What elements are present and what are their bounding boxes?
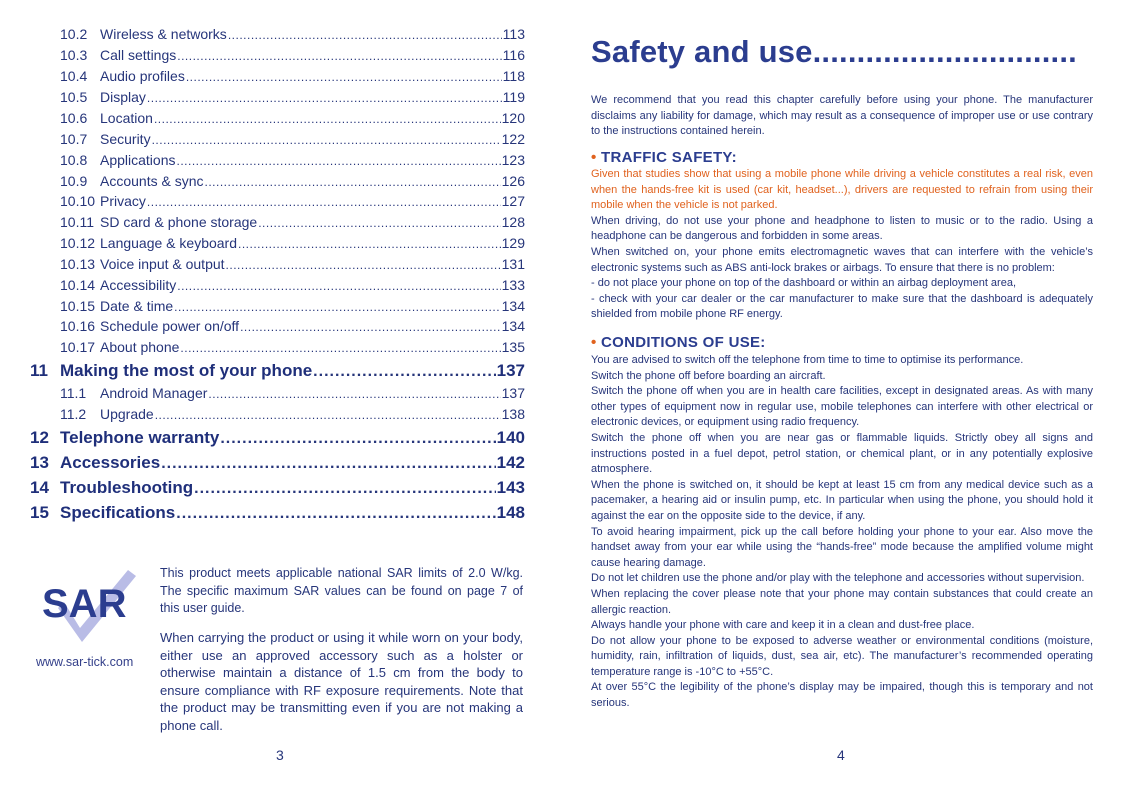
toc-leader xyxy=(226,258,501,272)
toc-leader xyxy=(155,408,501,422)
toc-number: 10.14 xyxy=(60,277,96,293)
toc-title: Call settings xyxy=(100,47,177,63)
toc-number: 12 xyxy=(30,428,49,447)
toc-entry-10-8[interactable] xyxy=(60,152,525,172)
right-page xyxy=(561,0,1123,798)
toc-page: 134 xyxy=(501,298,525,314)
toc-page: 118 xyxy=(502,68,525,84)
toc-title: Applications xyxy=(100,152,176,168)
toc-title: Privacy xyxy=(100,193,146,209)
traffic-safety-heading-text: TRAFFIC SAFETY: xyxy=(601,149,737,166)
conditions-heading xyxy=(591,334,766,351)
sar-url[interactable]: www.sar-tick.com xyxy=(36,655,134,669)
toc-entry-10-3[interactable] xyxy=(60,47,525,67)
toc-title: Accessibility xyxy=(100,277,177,293)
toc-page: 137 xyxy=(501,385,525,401)
bullet-icon: • xyxy=(591,149,597,166)
toc-entry-10-7[interactable] xyxy=(60,131,525,151)
toc-chapter-13[interactable] xyxy=(30,453,525,473)
page-number-left: 3 xyxy=(276,747,284,763)
left-page xyxy=(0,0,561,798)
toc-title: Upgrade xyxy=(100,406,154,422)
toc-number: 10.8 xyxy=(60,152,88,168)
toc-leader xyxy=(258,216,500,230)
toc-entry-11-1[interactable] xyxy=(60,385,525,405)
toc-page: 133 xyxy=(501,277,525,293)
traffic-safety-heading xyxy=(591,149,737,166)
toc-page: 129 xyxy=(501,235,525,251)
sar-logo xyxy=(36,566,156,646)
toc-number: 10.16 xyxy=(60,318,96,334)
toc-title: Location xyxy=(100,110,153,126)
toc-page: 113 xyxy=(502,26,525,42)
toc-number: 10.4 xyxy=(60,68,88,84)
toc-entry-10-6[interactable] xyxy=(60,110,525,130)
traffic-text-1: When driving, do not use your phone and headphone to listen to music or to the radio. Using a headphone can be dangerous and forbidden in some areas. xyxy=(591,214,1093,243)
toc-leader xyxy=(240,320,501,334)
toc-number: 10.2 xyxy=(60,26,88,42)
conditions-text: Do not let children use the phone and/or play with the telephone and accessories without supervision. xyxy=(591,572,1085,585)
toc-title: Troubleshooting xyxy=(60,478,194,497)
toc-title: Voice input & output xyxy=(100,256,225,272)
toc-entry-10-16[interactable] xyxy=(60,318,525,338)
traffic-list-item-1: - do not place your phone on top of the dashboard or within an airbag deployment area, xyxy=(591,277,1017,290)
toc-title: About phone xyxy=(100,339,180,355)
toc-entry-10-9[interactable] xyxy=(60,173,525,193)
toc-entry-10-5[interactable] xyxy=(60,89,525,109)
sar-logo-text: SAR xyxy=(42,582,127,626)
conditions-text: Switch the phone off when you are in health care facilities, except in designated areas. As with many other types of equipment now in regular use, mobile telephones can interfere with other electrical or electronic devices, or equipment using radio frequency. xyxy=(591,385,1093,429)
toc-number: 10.11 xyxy=(60,214,94,230)
toc-entry-10-17[interactable] xyxy=(60,339,525,359)
toc-entry-10-2[interactable] xyxy=(60,26,525,46)
conditions-text: Switch the phone off before boarding an aircraft. xyxy=(591,369,826,382)
toc-page: 126 xyxy=(501,173,525,189)
toc-page: 116 xyxy=(502,47,525,63)
toc-page: 128 xyxy=(501,214,525,230)
toc-leader xyxy=(228,28,502,42)
toc-number: 15 xyxy=(30,503,49,522)
toc-leader xyxy=(313,363,495,381)
conditions-text: At over 55°C the legibility of the phone’s display may be impaired, though this is temporary and not serious. xyxy=(591,681,1093,710)
toc-page: 127 xyxy=(501,193,525,209)
toc-page: 131 xyxy=(501,256,525,272)
toc-number: 10.5 xyxy=(60,89,88,105)
toc-entry-10-11[interactable] xyxy=(60,214,525,234)
toc-page: 143 xyxy=(496,478,525,497)
toc-entry-10-14[interactable] xyxy=(60,277,525,297)
sar-body-worn-text: When carrying the product or using it while worn on your body, either use an approved accessory such as a holster or otherwise maintain a distance of 1.5 cm from the body to ensure compliance with RF exposure requirements. Note that the product may be transmitting even if you are not making a phone call. xyxy=(160,630,523,733)
toc-leader xyxy=(180,341,500,355)
toc-number: 10.10 xyxy=(60,193,96,209)
toc-page: 134 xyxy=(501,318,525,334)
toc-number: 10.12 xyxy=(60,235,96,251)
toc-title: Android Manager xyxy=(100,385,208,401)
page-number-right: 4 xyxy=(837,747,845,763)
toc-page: 140 xyxy=(496,428,525,447)
traffic-text-2: When switched on, your phone emits electromagnetic waves that can interfere with the vehicle’s electronic systems such as ABS anti-lock brakes or airbags. To ensure that there is no problem: xyxy=(591,245,1093,274)
toc-leader xyxy=(238,237,501,251)
toc-title: Display xyxy=(100,89,146,105)
conditions-text: Always handle your phone with care and keep it in a clean and dust-free place. xyxy=(591,619,975,632)
toc-title: SD card & phone storage xyxy=(100,214,258,230)
toc-title: Audio profiles xyxy=(100,68,185,84)
toc-title: Date & time xyxy=(100,298,174,314)
sar-limit-text: This product meets applicable national SAR limits of 2.0 W/kg. The specific maximum SAR values can be found on page 7 of this user guide. xyxy=(160,566,523,615)
toc-page: 123 xyxy=(501,152,525,168)
toc-number: 10.15 xyxy=(60,298,96,314)
toc-entry-10-15[interactable] xyxy=(60,298,525,318)
toc-number: 10.13 xyxy=(60,256,96,272)
toc-leader xyxy=(208,387,500,401)
traffic-list-item-2: - check with your car dealer or the car manufacturer to make sure that the dashboard is adequately shielded from mobile phone RF energy. xyxy=(591,292,1093,321)
toc-leader xyxy=(177,154,501,168)
toc-page: 120 xyxy=(501,110,525,126)
toc-leader xyxy=(147,91,502,105)
toc-chapter-11[interactable] xyxy=(30,361,525,381)
toc-entry-10-12[interactable] xyxy=(60,235,525,255)
conditions-text: To avoid hearing impairment, pick up the call before holding your phone to your ear. Also move the handset away from your ear while using the “hands-free” mode because the amplified volume might cause hearing damage. xyxy=(591,525,1093,569)
toc-page: 137 xyxy=(496,361,525,380)
conditions-text: When replacing the cover please note that your phone may contain substances that could create an allergic reaction. xyxy=(591,587,1093,616)
toc-entry-10-13[interactable] xyxy=(60,256,525,276)
toc-page: 142 xyxy=(496,453,525,472)
conditions-text: When the phone is switched on, it should be kept at least 15 cm from any medical device such as a pacemaker, a hearing aid or insulin pump, etc. In particular when using the phone, you should hold it against the ear on the opposite side to the device, if any. xyxy=(591,478,1093,522)
toc-number: 10.7 xyxy=(60,131,88,147)
toc-title: Accessories xyxy=(60,453,161,472)
toc-entry-11-2[interactable] xyxy=(60,406,525,426)
toc-entry-10-4[interactable] xyxy=(60,68,525,88)
toc-leader xyxy=(176,505,495,523)
intro-paragraph xyxy=(591,93,1093,140)
toc-page: 119 xyxy=(502,89,525,105)
toc-title: Schedule power on/off xyxy=(100,318,240,334)
toc-number: 14 xyxy=(30,478,49,497)
toc-leader xyxy=(177,49,501,63)
traffic-safety-section xyxy=(591,167,1093,323)
conditions-text: Switch the phone off when you are near gas or flammable liquids. Strictly obey all signs and instructions posted in a fuel depot, petrol station, or chemical plant, or in any potentially explosive atmosphere. xyxy=(591,431,1093,476)
toc-chapter-15[interactable] xyxy=(30,503,525,523)
toc-leader xyxy=(147,195,501,209)
toc-chapter-14[interactable] xyxy=(30,478,525,498)
toc-entry-10-10[interactable] xyxy=(60,193,525,213)
toc-leader xyxy=(186,70,502,84)
toc-title: Security xyxy=(100,131,151,147)
toc-leader xyxy=(161,455,495,473)
toc-title: Telephone warranty xyxy=(60,428,220,447)
toc-leader xyxy=(220,430,495,448)
toc-title: Language & keyboard xyxy=(100,235,237,251)
toc-title: Wireless & networks xyxy=(100,26,227,42)
toc-number: 11.2 xyxy=(60,406,87,422)
toc-title: Accounts & sync xyxy=(100,173,204,189)
toc-title: Specifications xyxy=(60,503,176,522)
conditions-heading-text: CONDITIONS OF USE: xyxy=(601,334,766,351)
toc-number: 10.3 xyxy=(60,47,88,63)
toc-number: 13 xyxy=(30,453,49,472)
toc-number: 10.6 xyxy=(60,110,88,126)
page-title: Safety and use.............................. xyxy=(591,34,1077,69)
toc-leader xyxy=(194,480,495,498)
toc-number: 11 xyxy=(30,361,48,380)
toc-leader xyxy=(177,279,500,293)
toc-leader xyxy=(174,300,501,314)
toc-page: 138 xyxy=(501,406,525,422)
conditions-section xyxy=(591,353,1093,712)
bullet-icon: • xyxy=(591,334,597,351)
traffic-warning-text: Given that studies show that using a mobile phone while driving a vehicle constitutes a real risk, even when the hands-free kit is used (car kit, headset...), drivers are requested to refrain from using their mobile when the vehicle is not parked. xyxy=(591,168,1093,212)
toc-number: 10.17 xyxy=(60,339,96,355)
toc-chapter-12[interactable] xyxy=(30,428,525,448)
toc-page: 122 xyxy=(501,131,525,147)
intro-text: We recommend that you read this chapter carefully before using your phone. The manufacturer disclaims any liability for damage, which may result as a consequence of improper use or use contrary to the instructions contained herein. xyxy=(591,94,1093,138)
toc-title: Making the most of your phone xyxy=(60,361,313,380)
toc-page: 135 xyxy=(501,339,525,355)
toc-number: 11.1 xyxy=(60,385,87,401)
conditions-text: You are advised to switch off the telephone from time to time to optimise its performance. xyxy=(591,354,1024,366)
toc-number: 10.9 xyxy=(60,173,88,189)
toc-leader xyxy=(205,175,501,189)
toc-page: 148 xyxy=(496,503,525,522)
conditions-text: Do not allow your phone to be exposed to adverse weather or environmental conditions (moisture, humidity, rain, infiltration of liquids, dust, sea air, etc). The manufacturer’s recommended operating temperature range is -10°C to +55°C. xyxy=(591,634,1093,678)
toc-leader xyxy=(154,112,501,126)
toc-leader xyxy=(152,133,501,147)
